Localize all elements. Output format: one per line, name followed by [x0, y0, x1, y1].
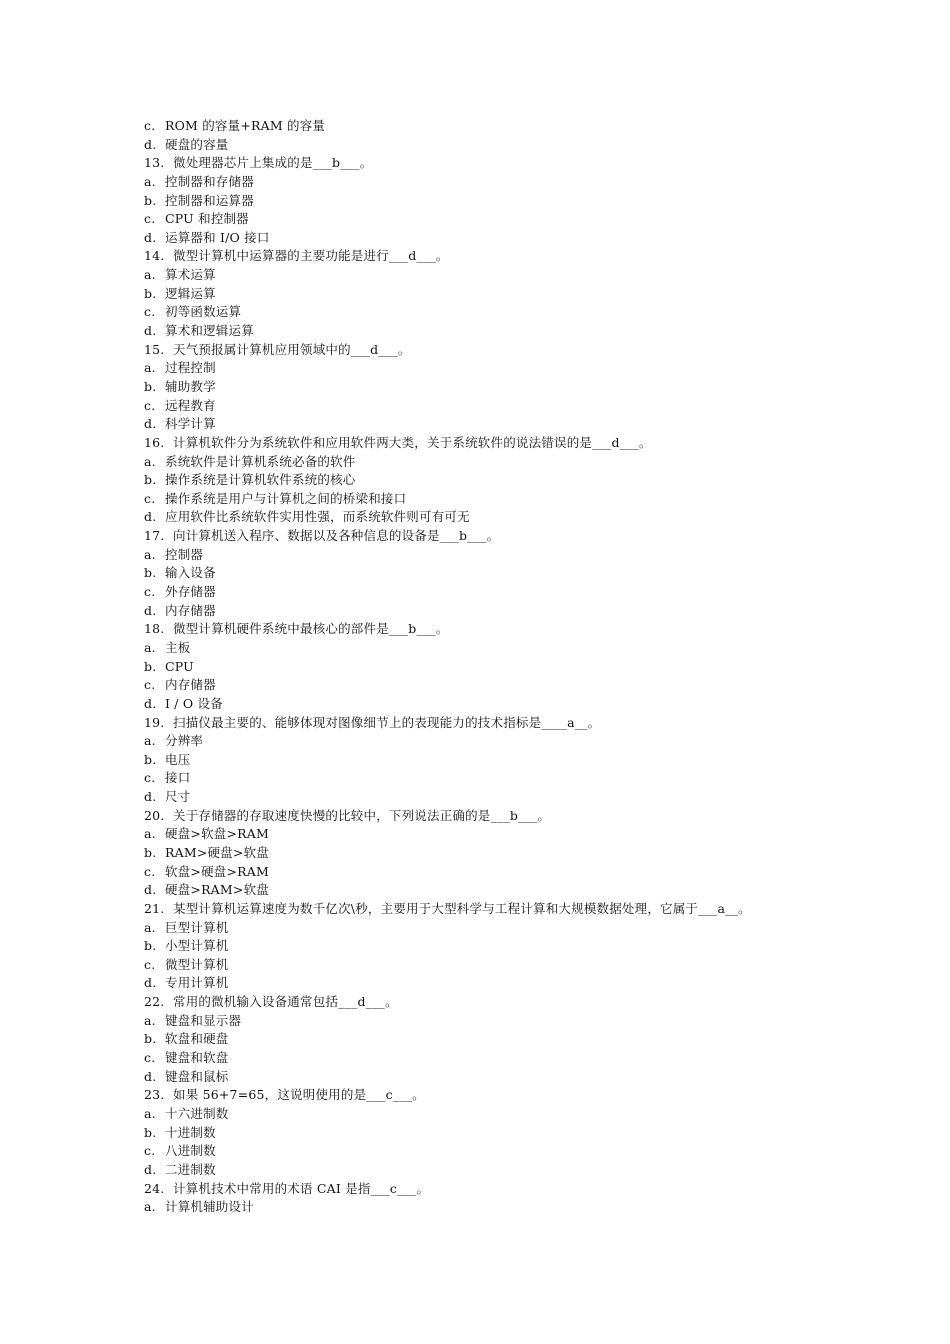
- option-text: 内存储器: [165, 602, 216, 618]
- option-letter: d.: [144, 695, 157, 711]
- option-letter: c.: [144, 584, 156, 600]
- option-letter: a.: [144, 360, 156, 376]
- option-line: [144, 863, 844, 882]
- option-line: [144, 751, 844, 770]
- option-line: [144, 937, 844, 956]
- question-number: 14.: [144, 248, 165, 264]
- option-letter: c.: [144, 118, 156, 133]
- option-text: 尺寸: [165, 789, 191, 805]
- question-number: 13.: [144, 155, 165, 171]
- option-line: [144, 676, 844, 695]
- question-text: 常用的微机输入设备通常包括___d___。: [173, 994, 398, 1010]
- option-line: [144, 229, 844, 248]
- option-text: 外存储器: [165, 584, 216, 600]
- option-text: 计算机辅助设计: [165, 1199, 254, 1215]
- question-text: 微型计算机中运算器的主要功能是进行___d___。: [173, 248, 449, 264]
- option-text: 十六进制数: [165, 1105, 229, 1121]
- option-letter: c.: [144, 211, 156, 227]
- question-line: [144, 620, 844, 639]
- option-letter: a.: [144, 267, 156, 283]
- option-text: 初等函数运算: [165, 304, 242, 320]
- option-line: [144, 173, 844, 192]
- option-letter: a.: [144, 1199, 156, 1215]
- option-text: 控制器: [165, 546, 204, 562]
- option-letter: c.: [144, 1143, 156, 1159]
- option-line: [144, 639, 844, 658]
- option-text: 操作系统是计算机软件系统的核心: [165, 472, 356, 488]
- option-line: [144, 117, 844, 136]
- option-letter: a.: [144, 173, 156, 189]
- option-text: 逻辑运算: [165, 285, 216, 301]
- option-line: [144, 471, 844, 490]
- option-letter: c.: [144, 490, 156, 506]
- option-line: [144, 695, 844, 714]
- option-text: 键盘和显示器: [165, 1012, 242, 1028]
- option-letter: c.: [144, 397, 156, 413]
- question-number: 18.: [144, 621, 165, 637]
- option-text: 软盘>硬盘>RAM: [165, 863, 269, 879]
- document-body: [144, 117, 844, 1217]
- option-line: [144, 1161, 844, 1180]
- option-line: [144, 359, 844, 378]
- option-letter: b.: [144, 1031, 157, 1047]
- option-line: [144, 415, 844, 434]
- option-letter: b.: [144, 751, 157, 767]
- question-text: 某型计算机运算速度为数千亿次\秒，主要用于大型科学与工程计算和大规模数据处理，它属于___a__。: [173, 900, 751, 916]
- option-letter: a.: [144, 453, 156, 469]
- option-text: 硬盘的容量: [165, 136, 229, 152]
- option-line: [144, 1124, 844, 1143]
- option-line: [144, 844, 844, 863]
- option-letter: b.: [144, 565, 157, 581]
- option-text: 主板: [165, 639, 191, 655]
- option-letter: c.: [144, 770, 156, 786]
- option-text: 电压: [165, 751, 191, 767]
- option-letter: b.: [144, 285, 157, 301]
- option-line: [144, 602, 844, 621]
- option-letter: b.: [144, 844, 157, 860]
- option-line: [144, 658, 844, 677]
- option-letter: d.: [144, 1161, 157, 1177]
- question-line: [144, 341, 844, 360]
- option-text: 微型计算机: [165, 956, 229, 972]
- question-line: [144, 714, 844, 733]
- question-text: 向计算机送入程序、数据以及各种信息的设备是___b___。: [173, 528, 500, 544]
- option-line: [144, 285, 844, 304]
- option-text: 小型计算机: [165, 938, 229, 954]
- option-letter: b.: [144, 378, 157, 394]
- option-text: 算术和逻辑运算: [165, 323, 254, 339]
- option-letter: c.: [144, 677, 156, 693]
- option-text: 十进制数: [165, 1124, 216, 1140]
- option-line: [144, 1049, 844, 1068]
- option-letter: d.: [144, 229, 157, 245]
- option-line: [144, 788, 844, 807]
- question-number: 22.: [144, 994, 165, 1010]
- option-line: [144, 974, 844, 993]
- option-text: RAM>硬盘>软盘: [165, 844, 269, 860]
- option-text: 八进制数: [165, 1143, 216, 1159]
- option-text: 软盘和硬盘: [165, 1031, 229, 1047]
- option-text: 专用计算机: [165, 975, 229, 991]
- question-line: [144, 993, 844, 1012]
- question-line: [144, 807, 844, 826]
- question-line: [144, 434, 844, 453]
- option-text: 辅助教学: [165, 378, 216, 394]
- question-number: 24.: [144, 1180, 165, 1196]
- option-line: [144, 378, 844, 397]
- option-line: [144, 303, 844, 322]
- option-letter: a.: [144, 546, 156, 562]
- option-text: 巨型计算机: [165, 919, 229, 935]
- option-letter: a.: [144, 639, 156, 655]
- option-text: 操作系统是用户与计算机之间的桥梁和接口: [165, 490, 407, 506]
- option-letter: c.: [144, 304, 156, 320]
- option-letter: d.: [144, 1068, 157, 1084]
- option-text: 硬盘>RAM>软盘: [165, 882, 269, 898]
- option-line: [144, 1142, 844, 1161]
- option-letter: c.: [144, 863, 156, 879]
- option-line: [144, 583, 844, 602]
- option-line: [144, 1068, 844, 1087]
- option-letter: d.: [144, 509, 157, 525]
- question-line: [144, 154, 844, 173]
- question-number: 16.: [144, 434, 165, 450]
- option-text: 系统软件是计算机系统必备的软件: [165, 453, 356, 469]
- option-letter: c.: [144, 1050, 156, 1066]
- option-text: 硬盘>软盘>RAM: [165, 826, 269, 842]
- option-text: 分辨率: [165, 733, 204, 749]
- option-text: ROM 的容量+RAM 的容量: [165, 118, 326, 133]
- question-text: 微型计算机硬件系统中最核心的部件是___b___。: [173, 621, 449, 637]
- option-letter: d.: [144, 136, 157, 152]
- option-line: [144, 1012, 844, 1031]
- question-number: 17.: [144, 528, 165, 544]
- question-text: 天气预报属计算机应用领域中的___d___。: [173, 341, 411, 357]
- option-letter: b.: [144, 1124, 157, 1140]
- question-line: [144, 527, 844, 546]
- option-text: 键盘和软盘: [165, 1050, 229, 1066]
- option-line: [144, 490, 844, 509]
- option-line: [144, 397, 844, 416]
- question-line: [144, 247, 844, 266]
- option-line: [144, 881, 844, 900]
- option-letter: a.: [144, 1012, 156, 1028]
- question-number: 15.: [144, 341, 165, 357]
- option-text: 键盘和鼠标: [165, 1068, 229, 1084]
- question-number: 23.: [144, 1087, 165, 1103]
- option-text: CPU: [165, 658, 194, 674]
- option-line: [144, 453, 844, 472]
- option-line: [144, 956, 844, 975]
- option-line: [144, 1105, 844, 1124]
- option-line: [144, 546, 844, 565]
- option-text: 应用软件比系统软件实用性强，而系统软件则可有可无: [165, 509, 470, 525]
- question-number: 20.: [144, 807, 165, 823]
- question-text: 微处理器芯片上集成的是___b___。: [173, 155, 373, 171]
- option-line: [144, 508, 844, 527]
- question-number: 21.: [144, 900, 165, 916]
- option-letter: d.: [144, 882, 157, 898]
- option-text: 输入设备: [165, 565, 216, 581]
- option-letter: d.: [144, 789, 157, 805]
- option-letter: b.: [144, 658, 157, 674]
- option-letter: c.: [144, 956, 156, 972]
- option-line: [144, 825, 844, 844]
- option-line: [144, 210, 844, 229]
- question-text: 计算机软件分为系统软件和应用软件两大类，关于系统软件的说法错误的是___d___。: [173, 434, 652, 450]
- option-letter: b.: [144, 192, 157, 208]
- option-line: [144, 1030, 844, 1049]
- option-letter: d.: [144, 602, 157, 618]
- option-letter: a.: [144, 1105, 156, 1121]
- option-letter: a.: [144, 733, 156, 749]
- option-text: 过程控制: [165, 360, 216, 376]
- option-line: [144, 1198, 844, 1217]
- option-text: 接口: [165, 770, 191, 786]
- question-line: [144, 900, 844, 919]
- option-letter: a.: [144, 919, 156, 935]
- option-letter: a.: [144, 826, 156, 842]
- option-text: CPU 和控制器: [165, 211, 249, 227]
- option-text: 科学计算: [165, 416, 216, 432]
- option-line: [144, 322, 844, 341]
- option-text: 远程教育: [165, 397, 216, 413]
- option-letter: b.: [144, 938, 157, 954]
- option-line: [144, 192, 844, 211]
- option-text: 算术运算: [165, 267, 216, 283]
- option-text: 内存储器: [165, 677, 216, 693]
- option-text: 控制器和运算器: [165, 192, 254, 208]
- option-line: [144, 919, 844, 938]
- option-letter: d.: [144, 975, 157, 991]
- question-line: [144, 1180, 844, 1199]
- option-line: [144, 564, 844, 583]
- option-text: 控制器和存储器: [165, 173, 254, 189]
- option-letter: b.: [144, 472, 157, 488]
- option-text: I / O 设备: [165, 695, 223, 711]
- question-line: [144, 1086, 844, 1105]
- option-letter: d.: [144, 323, 157, 339]
- option-text: 二进制数: [165, 1161, 216, 1177]
- question-text: 关于存储器的存取速度快慢的比较中，下列说法正确的是___b___。: [173, 807, 551, 823]
- option-line: [144, 769, 844, 788]
- question-text: 扫描仪最主要的、能够体现对图像细节上的表现能力的技术指标是____a__。: [173, 714, 601, 730]
- question-number: 19.: [144, 714, 165, 730]
- option-line: [144, 732, 844, 751]
- option-letter: d.: [144, 416, 157, 432]
- option-text: 运算器和 I/O 接口: [165, 229, 270, 245]
- question-text: 计算机技术中常用的术语 CAI 是指___c___。: [173, 1180, 430, 1196]
- option-line: [144, 136, 844, 155]
- option-line: [144, 266, 844, 285]
- question-text: 如果 56+7=65，这说明使用的是___c___。: [173, 1087, 425, 1103]
